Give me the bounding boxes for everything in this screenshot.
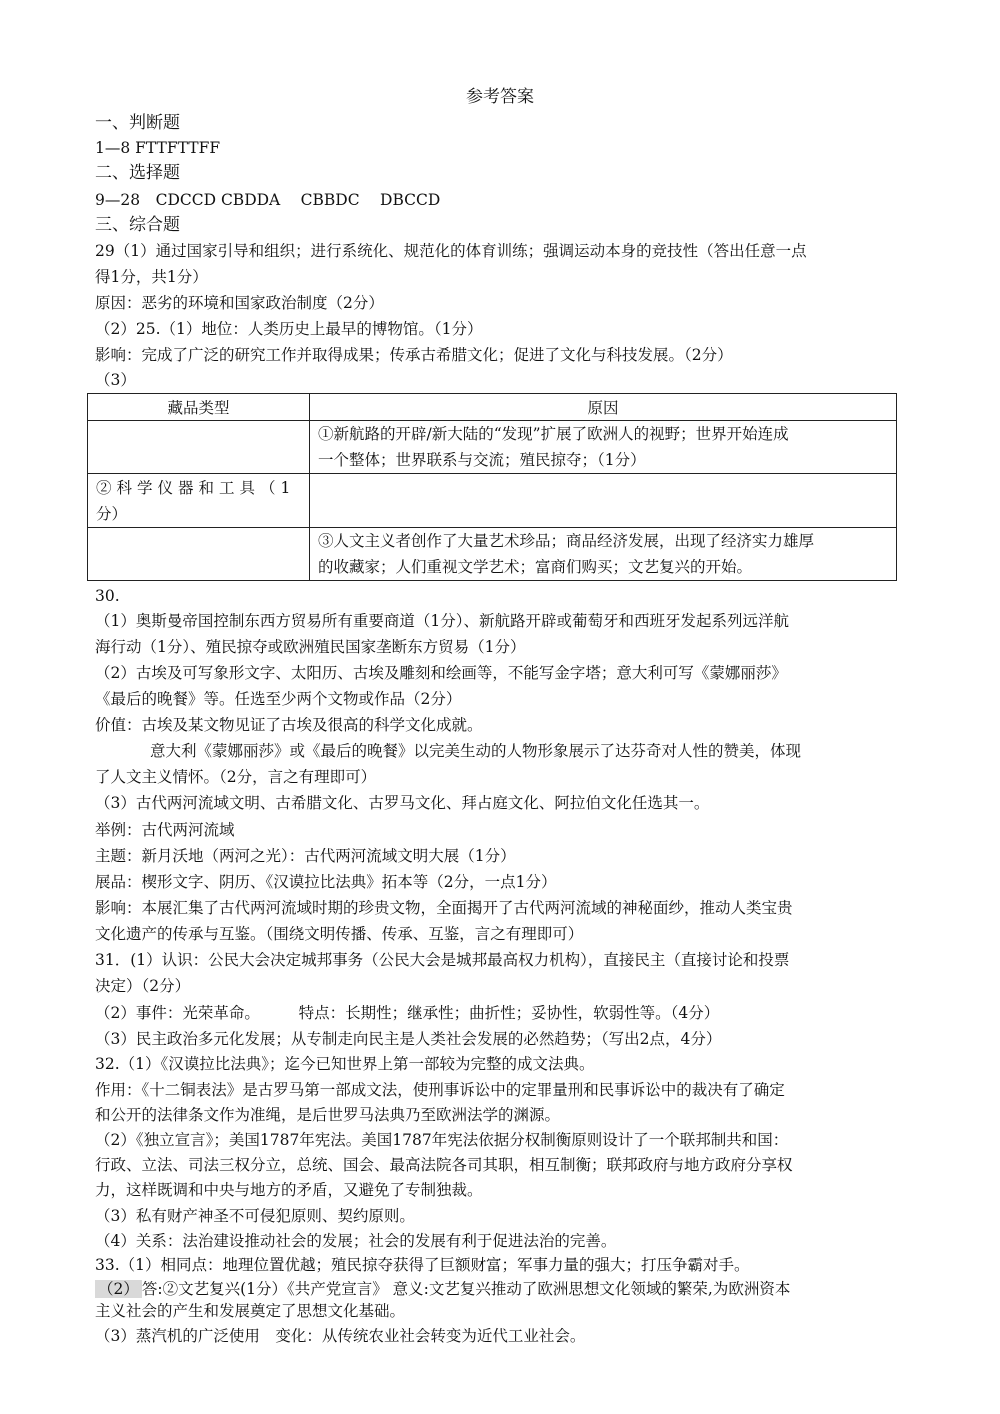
- q30-line: 文化遗产的传承与互鉴。（围绕文明传播、传承、互鉴，言之有理即可）: [95, 925, 584, 943]
- collection-table: [87, 393, 897, 581]
- q30-line: （2）古埃及可写象形文字、太阳历、古埃及雕刻和绘画等，不能写金字塔；意大利可写《蒙娜丽莎》: [95, 664, 787, 682]
- table-header-reason: 原因: [310, 394, 897, 421]
- q30-line: 主题：新月沃地（两河之光）：古代两河流域文明大展（1分）: [95, 847, 516, 865]
- q32-line: 行政、立法、司法三权分立，总统、国会、最高法院各司其职，相互制衡；联邦政府与地方政府分享权: [95, 1156, 793, 1174]
- section-heading-comprehensive: 三、综合题: [95, 215, 180, 235]
- q31-line: （3）民主政治多元化发展；从专制走向民主是人类社会发展的必然趋势；（写出2点，4分）: [95, 1030, 722, 1048]
- q30-line: 影响：本展汇集了古代两河流域时期的珍贵文物，全面揭开了古代两河流域的神秘面纱，推动人类宝贵: [95, 899, 793, 917]
- table-header-type: 藏品类型: [88, 394, 310, 421]
- q32-line: （4）关系：法治建设推动社会的发展；社会的发展有利于促进法治的完善。: [95, 1232, 617, 1250]
- table-cell-reason: [310, 528, 897, 581]
- q29-line: 原因：恶劣的环境和国家政治制度（2分）: [95, 294, 384, 312]
- q30-line: 举例：古代两河流域: [95, 821, 235, 839]
- table-row: [88, 528, 897, 581]
- q31-line: （2）事件：光荣革命。 特点：长期性；继承性；曲折性；妥协性，软弱性等。（4分）: [95, 1004, 720, 1022]
- cell-line: ③人文主义者创作了大量艺术珍品；商品经济发展，出现了经济实力雄厚: [318, 532, 815, 550]
- q30-line: 意大利《蒙娜丽莎》或《最后的晚餐》以完美生动的人物形象展示了达芬奇对人性的赞美，体现: [150, 742, 802, 760]
- q30-line: （3）古代两河流域文明、古希腊文化、古罗马文化、拜占庭文化、阿拉伯文化任选其一。: [95, 794, 710, 812]
- cell-line: 的收藏家；人们重视文学艺术；富商们购买；文艺复兴的开始。: [318, 558, 753, 576]
- q30-line: 展品：楔形文字、阴历、《汉谟拉比法典》拓本等（2分，一点1分）: [95, 873, 557, 891]
- q32-line: （3）私有财产神圣不可侵犯原则、契约原则。: [95, 1207, 415, 1225]
- q32-line: 和公开的法律条文作为准绳，是后世罗马法典乃至欧洲法学的渊源。: [95, 1106, 561, 1124]
- q29-line: 29（1）通过国家引导和组织；进行系统化、规范化的体育训练；强调运动本身的竞技性（答出任意一点: [95, 242, 807, 260]
- table-cell-reason: [310, 421, 897, 474]
- q29-line: 得1分，共1分）: [95, 268, 208, 286]
- table-header-row: [88, 394, 897, 421]
- table-cell-type: [88, 528, 310, 581]
- q32-line: 力，这样既调和中央与地方的矛盾，又避免了专制独裁。: [95, 1181, 483, 1199]
- table-cell-type: [88, 421, 310, 474]
- cell-line: ②科学仪器和工具（1: [96, 478, 296, 497]
- q31-line: 31．(1）认识：公民大会决定城邦事务（公民大会是城邦最高权力机构），直接民主（直接讨论和投票: [95, 951, 790, 969]
- q32-line: 作用：《十二铜表法》是古罗马第一部成文法，使刑事诉讼中的定罪量刑和民事诉讼中的裁决有了确定: [95, 1081, 785, 1099]
- q30-number: 30.: [95, 587, 120, 605]
- q30-line: 海行动（1分）、殖民掠夺或欧洲殖民国家垄断东方贸易（1分）: [95, 638, 526, 656]
- table-row: [88, 421, 897, 474]
- q29-line: （2）25.（1）地位：人类历史上最早的博物馆。（1分）: [95, 320, 483, 338]
- q33-line-text: 答:②文艺复兴(1分）《共产党宣言》 意义:文艺复兴推动了欧洲思想文化领域的繁荣,为欧洲资本: [141, 1280, 791, 1298]
- q30-line: 了人文主义情怀。（2分，言之有理即可）: [95, 768, 377, 786]
- q32-line: （2）《独立宣言》；美国1787年宪法。美国1787年宪法依据分权制衡原则设计了一个联邦制共和国：: [95, 1131, 789, 1149]
- choice-answers: 9—28 CDCCD CBDDA CBBDC DBCCD: [95, 191, 441, 209]
- highlighted-mark: （2）: [95, 1280, 142, 1298]
- table-cell-type: [88, 474, 310, 528]
- table-row: [88, 474, 897, 528]
- q31-line: 决定）（2分）: [95, 977, 191, 995]
- q29-line: 影响：完成了广泛的研究工作并取得成果；传承古希腊文化；促进了文化与科技发展。（2分）: [95, 346, 733, 364]
- q32-line: 32.（1）《汉谟拉比法典》；迄今已知世界上第一部较为完整的成文法典。: [95, 1055, 595, 1073]
- q33-line: 33.（1）相同点：地理位置优越；殖民掠夺获得了巨额财富；军事力量的强大；打压争霸对手。: [95, 1256, 750, 1274]
- q30-line: 价值：古埃及某文物见证了古埃及很高的科学文化成就。: [95, 716, 483, 734]
- q29-line: （3）: [95, 371, 136, 389]
- judgment-answers: 1—8 FTTFTTFF: [95, 139, 221, 157]
- section-heading-judgment: 一、判断题: [95, 113, 180, 133]
- q30-line: 《最后的晚餐》等。任选至少两个文物或作品（2分）: [95, 690, 462, 708]
- q33-line: 主义社会的产生和发展奠定了思想文化基础。: [95, 1302, 406, 1320]
- cell-line: 分）: [96, 504, 128, 523]
- table-cell-reason: [310, 474, 897, 528]
- cell-line: 一个整体；世界联系与交流；殖民掠夺；（1分）: [318, 451, 646, 469]
- page-title: 参考答案: [466, 87, 534, 107]
- q33-line: （3）蒸汽机的广泛使用 变化：从传统农业社会转变为近代工业社会。: [95, 1327, 586, 1345]
- q30-line: （1）奥斯曼帝国控制东西方贸易所有重要商道（1分）、新航路开辟或葡萄牙和西班牙发起系列远洋航: [95, 612, 789, 630]
- cell-line: ①新航路的开辟/新大陆的“发现”扩展了欧洲人的视野；世界开始连成: [318, 425, 789, 443]
- section-heading-choice: 二、选择题: [95, 163, 180, 183]
